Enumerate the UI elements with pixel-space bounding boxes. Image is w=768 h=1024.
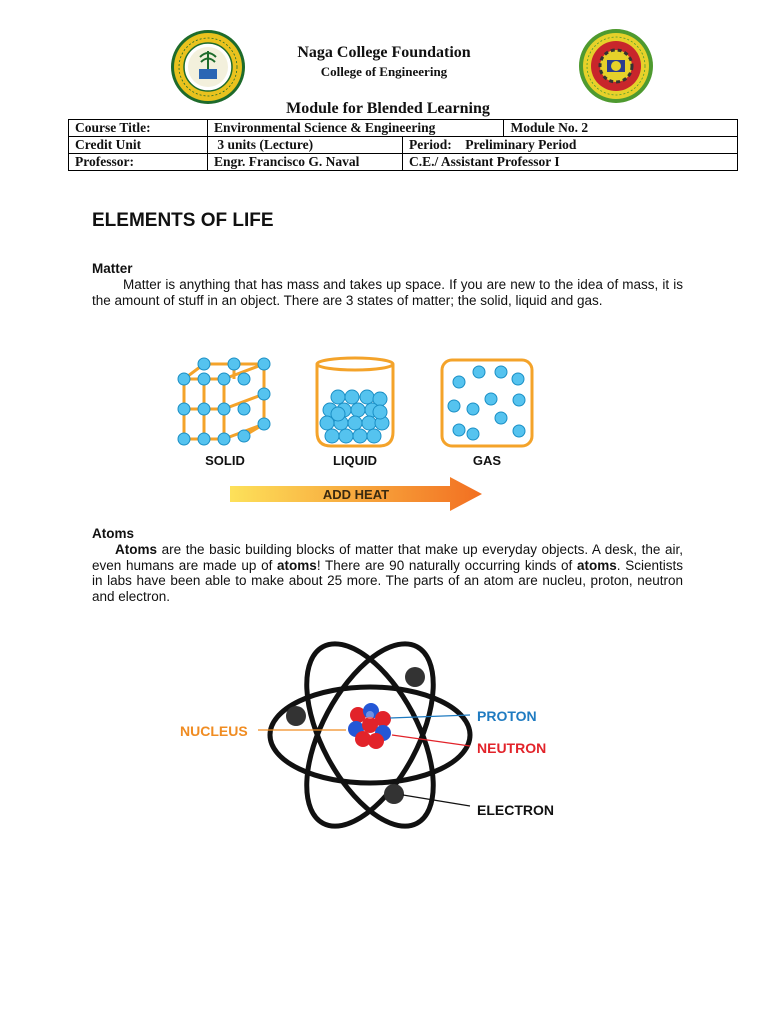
course-title-value: Environmental Science & Engineering: [208, 120, 504, 137]
credit-unit-text: 3 units (Lecture): [217, 137, 314, 152]
atoms-term: atoms: [277, 557, 317, 573]
nucleus-label: NUCLEUS: [180, 723, 248, 739]
atoms-text-3: . Scientists in labs have been able to make about 25 more. The parts of an atom are nucleu, proton, neutron and electron.: [92, 557, 683, 604]
institution-name: Naga College Foundation: [297, 44, 471, 61]
college-name: College of Engineering: [320, 64, 448, 79]
gas-container: [442, 360, 532, 446]
module-number: Module No. 2: [504, 120, 738, 137]
matter-paragraph: Matter is anything that has mass and takes up space. If you are new to the idea of mass, it is the amount of stuff in an object. There are 3 states of matter; the solid, liquid and gas.: [92, 277, 683, 308]
matter-heading: Matter: [92, 261, 133, 276]
nucleus: [345, 698, 395, 749]
professor-label: Professor:: [69, 154, 208, 171]
table-row: [69, 154, 738, 171]
liquid-label: LIQUID: [332, 453, 378, 468]
states-of-matter-diagram: [170, 352, 540, 517]
atoms-term: atoms: [577, 557, 617, 573]
professor-name: Engr. Francisco G. Naval: [208, 154, 403, 171]
atoms-text-1: are the basic building blocks of matter that make up everyday objects. A desk, the air, even humans are made up of: [92, 542, 683, 573]
period-label: Period:: [409, 137, 452, 152]
course-info-table: [68, 119, 738, 171]
table-row: [69, 120, 738, 137]
liquid-beaker: [317, 358, 393, 446]
atoms-text-2: ! There are 90 naturally occurring kinds of: [316, 557, 578, 573]
table-row: [69, 137, 738, 154]
atoms-heading: Atoms: [92, 526, 135, 541]
course-title-label: Course Title:: [69, 120, 208, 137]
main-heading: ELEMENTS OF LIFE: [92, 210, 274, 231]
add-heat-label: ADD HEAT: [322, 487, 390, 502]
atoms-paragraph: [92, 542, 683, 604]
professor-title: C.E./ Assistant Professor I: [403, 154, 738, 171]
proton-label: PROTON: [477, 708, 537, 724]
period-cell: [403, 137, 738, 154]
credit-unit-label: Credit Unit: [69, 137, 208, 154]
credit-unit-value: [208, 137, 403, 154]
neutron-label: NEUTRON: [477, 740, 547, 756]
atom-diagram: [170, 615, 570, 845]
atoms-term: Atoms: [115, 542, 158, 557]
solid-label: SOLID: [205, 453, 245, 468]
module-title: Module for Blended Learning: [286, 100, 490, 117]
electron-label: ELECTRON: [477, 802, 554, 818]
neutron-pointer: [392, 735, 470, 746]
electron-pointer: [403, 795, 470, 806]
period-value: Preliminary Period: [465, 137, 577, 152]
gas-label: GAS: [472, 453, 502, 468]
